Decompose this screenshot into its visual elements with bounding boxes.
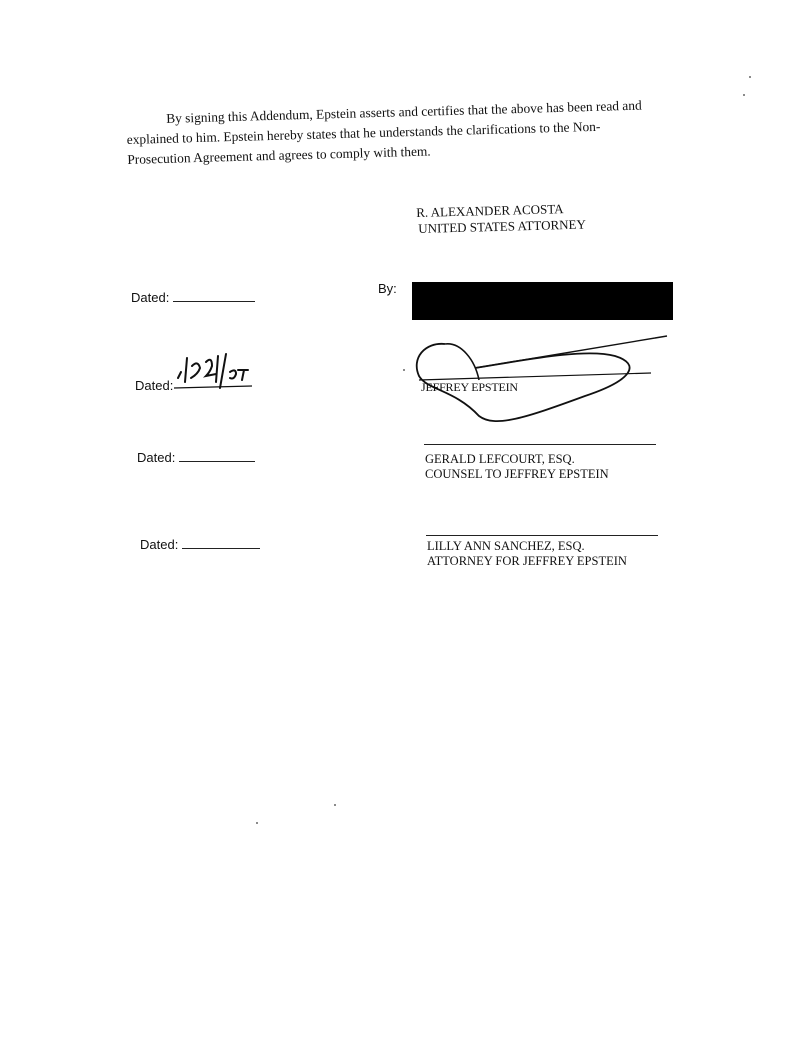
dated-label: [137, 449, 255, 465]
usao-title: UNITED STATES ATTORNEY: [418, 216, 587, 236]
scan-speck: [743, 94, 745, 96]
paragraph-line: Prosecution Agreement and agrees to comply with them.: [127, 143, 431, 167]
paragraph-line: explained to him. Epstein hereby states that he understands the clarifications to the Non-: [126, 118, 601, 147]
sanchez-role: ATTORNEY FOR JEFFREY EPSTEIN: [427, 554, 627, 568]
sanchez-name: LILLY ANN SANCHEZ, ESQ.: [427, 539, 585, 553]
dated-label: Dated:: [135, 378, 174, 393]
certification-paragraph: [126, 97, 674, 167]
date-blank-line: [179, 449, 255, 462]
scan-speck: [334, 804, 336, 806]
dated-label: [140, 536, 260, 552]
redaction-block: [412, 282, 673, 320]
lefcourt-role: COUNSEL TO JEFFREY EPSTEIN: [425, 467, 609, 481]
signer-name-epstein: JEFFREY EPSTEIN: [421, 380, 518, 394]
usao-name: R. ALEXANDER ACOSTA: [416, 201, 564, 220]
dated-label-text: Dated:: [140, 537, 179, 552]
by-label: By:: [378, 281, 397, 296]
handwritten-date: [172, 338, 258, 394]
dated-label-text: Dated:: [137, 450, 176, 465]
signature-line: [424, 444, 656, 445]
date-blank-line: [182, 536, 260, 549]
dated-label: [131, 289, 255, 305]
scan-speck: [403, 369, 405, 371]
lefcourt-name: GERALD LEFCOURT, ESQ.: [425, 452, 575, 466]
paragraph-line: By signing this Addendum, Epstein asserts and certifies that the above has been read and: [165, 97, 642, 126]
dated-label-text: Dated:: [131, 290, 170, 305]
signature-line: [426, 535, 658, 536]
scan-speck: [749, 76, 751, 78]
date-blank-line: [173, 289, 255, 302]
scan-speck: [256, 822, 258, 824]
